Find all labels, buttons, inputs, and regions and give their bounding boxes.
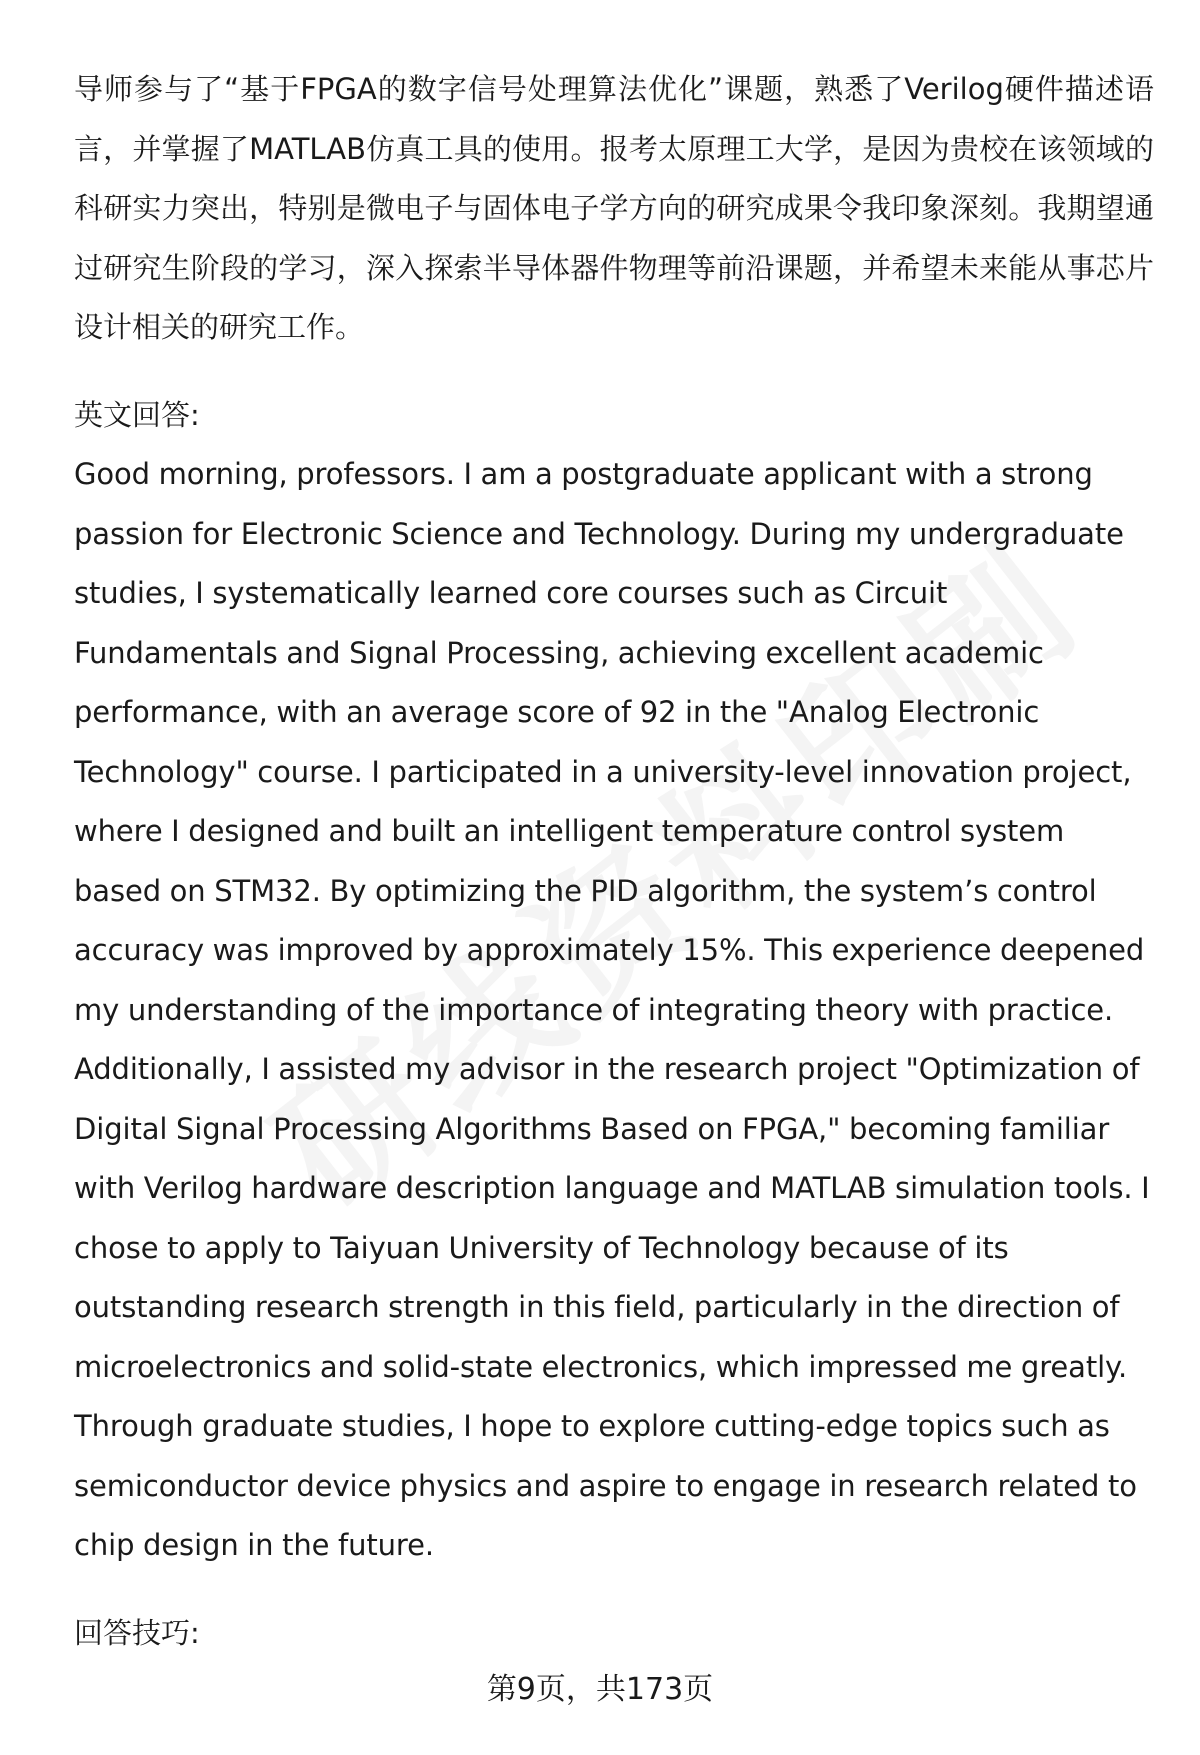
answer-tips-label: 回答技巧: (74, 1615, 200, 1650)
english-answer-paragraph: Good morning, professors. I am a postgraduate applicant with a strong passion for Electronic Science and Technology. During my undergraduate studies, I systematically learned core courses such as Circuit Fundamentals and Signal Processing, achieving excellent academic performance, with an average score of 92 in the "Analog Electronic Technology" course. I participated in a university-level innovation project, where I designed and built an intelligent temperature control system based on STM32. By optimizing the PID algorithm, the system’s control accuracy was improved by approximately 15%. This experience deepened my understanding of the importance of integrating theory with practice. Additionally, I assisted my advisor in the research project "Optimization of Digital Signal Processing Algorithms Based on FPGA," becoming familiar with Verilog hardware description language and MATLAB simulation tools. I chose to apply to Taiyuan University of Technology because of its outstanding research strength in this field, particularly in the direction of microelectronics and solid-state electronics, which impressed me greatly. Through graduate studies, I hope to explore cutting-edge topics such as semiconductor device physics and aspire to engage in research related to chip design in the future. (74, 457, 1150, 1562)
chinese-answer-paragraph: 导师参与了“基于FPGA的数字信号处理算法优化”课题，熟悉了Verilog硬件描述语言，并掌握了MATLAB仿真工具的使用。报考太原理工大学，是因为贵校在该领域的科研实力突出，特别是微电子与固体电子学方向的研究成果令我印象深刻。我期望通过研究生阶段的学习，深入探索半导体器件物理等前沿课题，并希望未来能从事芯片设计相关的研究工作。 (74, 72, 1154, 344)
english-answer-label: 英文回答: (74, 397, 200, 432)
page-number-footer: 第9页，共173页 (486, 1672, 714, 1707)
page-content (74, 60, 1154, 1663)
